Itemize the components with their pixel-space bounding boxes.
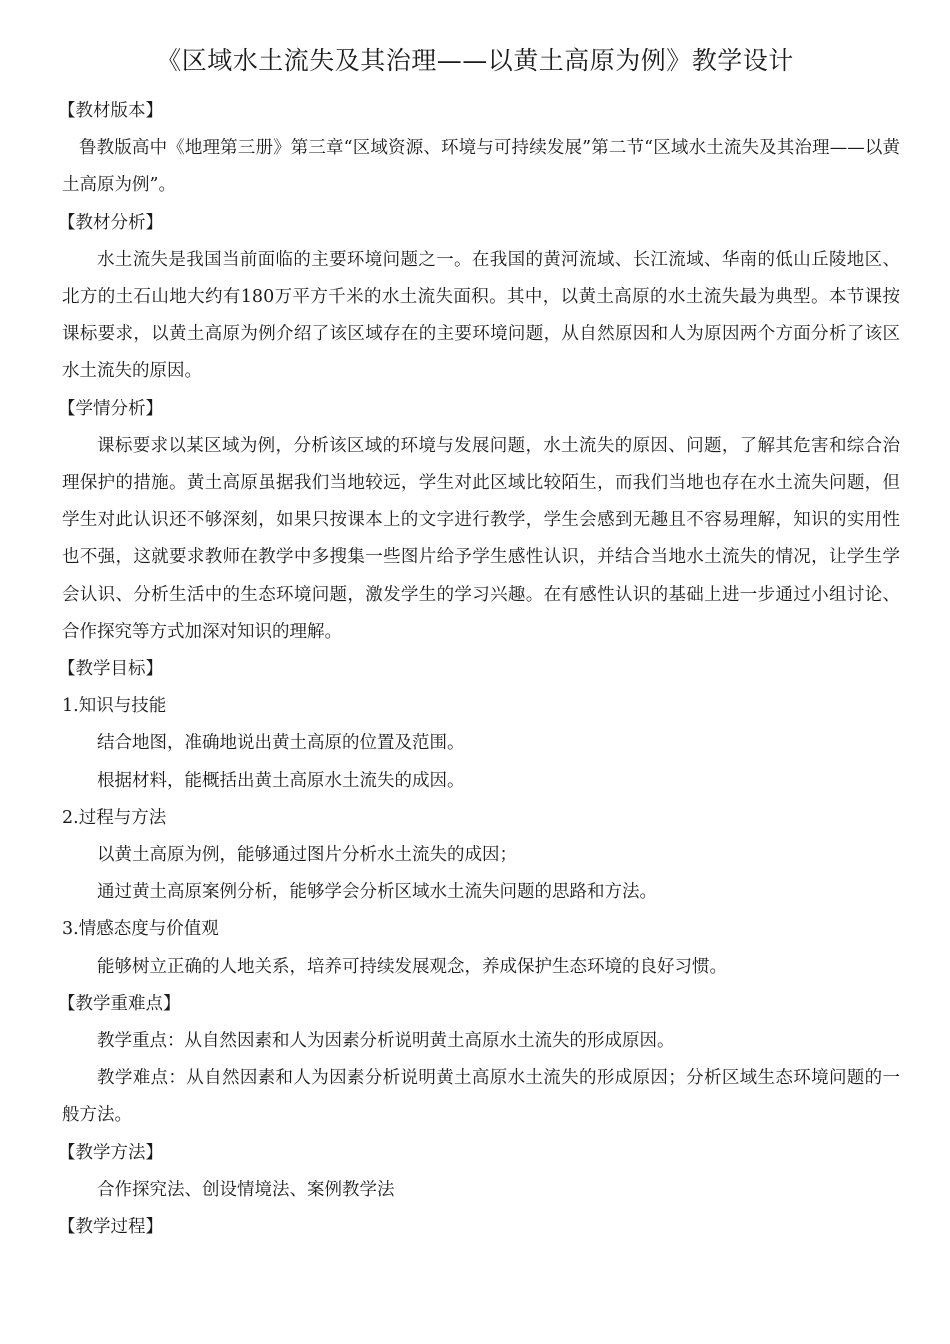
objective-item: 结合地图，准确地说出黄土高原的位置及范围。 [97,733,465,754]
objective-item: 能够树立正确的人地关系，培养可持续发展观念，养成保护生态环境的良好习惯。 [97,956,727,977]
objective-item: 通过黄土高原案例分析，能够学会分析区域水土流失问题的思路和方法。 [97,882,657,903]
section-heading-analysis: 【教材分析】 [58,212,163,233]
section-heading-key-points: 【教学重难点】 [58,993,181,1014]
document-body [58,93,900,1246]
edition-paragraph: 鲁教版高中《地理第三册》第三章“区域资源、环境与可持续发展”第二节“区域水土流失及其治理——以黄土高原为例”。 [62,138,900,196]
section-heading-process: 【教学过程】 [58,1217,163,1238]
section-heading-edition: 【教材版本】 [58,101,163,121]
objective-group-title: 3.情感态度与价值观 [62,919,219,940]
section-heading-methods: 【教学方法】 [58,1142,163,1163]
section-heading-students: 【学情分析】 [58,398,163,419]
key-focus-paragraph: 教学重点：从自然因素和人为因素分析说明黄土高原水土流失的形成原因。 [97,1031,675,1052]
methods-paragraph: 合作探究法、创设情境法、案例教学法 [97,1179,395,1200]
section-heading-objectives: 【教学目标】 [58,659,163,680]
key-difficulty-paragraph: 教学难点：从自然因素和人为因素分析说明黄土高原水土流失的形成原因；分析区域生态环境问题的一般方法。 [62,1068,900,1126]
objective-group-title: 1.知识与技能 [62,696,167,717]
objective-item: 根据材料，能概括出黄土高原水土流失的成因。 [97,770,465,791]
analysis-paragraph: 水土流失是我国当前面临的主要环境问题之一。在我国的黄河流域、长江流域、华南的低山丘陵地区、北方的土石山地大约有180万平方千米的水土流失面积。其中，以黄土高原的水土流失最为典型。本节课按课标要求，以黄土高原为例介绍了该区域存在的主要环境问题，从自然原因和人为原因两个方面分析了该区水土流失的原因。 [62,249,900,382]
document-title: 《区域水土流失及其治理——以黄土高原为例》教学设计 [156,46,794,75]
objective-group-title: 2.过程与方法 [62,807,167,828]
objective-item: 以黄土高原为例，能够通过图片分析水土流失的成因； [97,845,517,866]
students-paragraph: 课标要求以某区域为例，分析该区域的环境与发展问题，水土流失的原因、问题，了解其危害和综合治理保护的措施。黄土高原虽据我们当地较远，学生对此区域比较陌生，而我们当地也存在水土流失问题，但学生对此认识还不够深刻，如果只按课本上的文字进行教学，学生会感到无趣且不容易理解，知识的实用性也不强，这就要求教师在教学中多搜集一些图片给予学生感性认识，并结合当地水土流失的情况，让学生学会认识、分析生活中的生态环境问题，激发学生的学习兴趣。在有感性认识的基础上进一步通过小组讨论、合作探究等方式加深对知识的理解。 [62,435,900,642]
